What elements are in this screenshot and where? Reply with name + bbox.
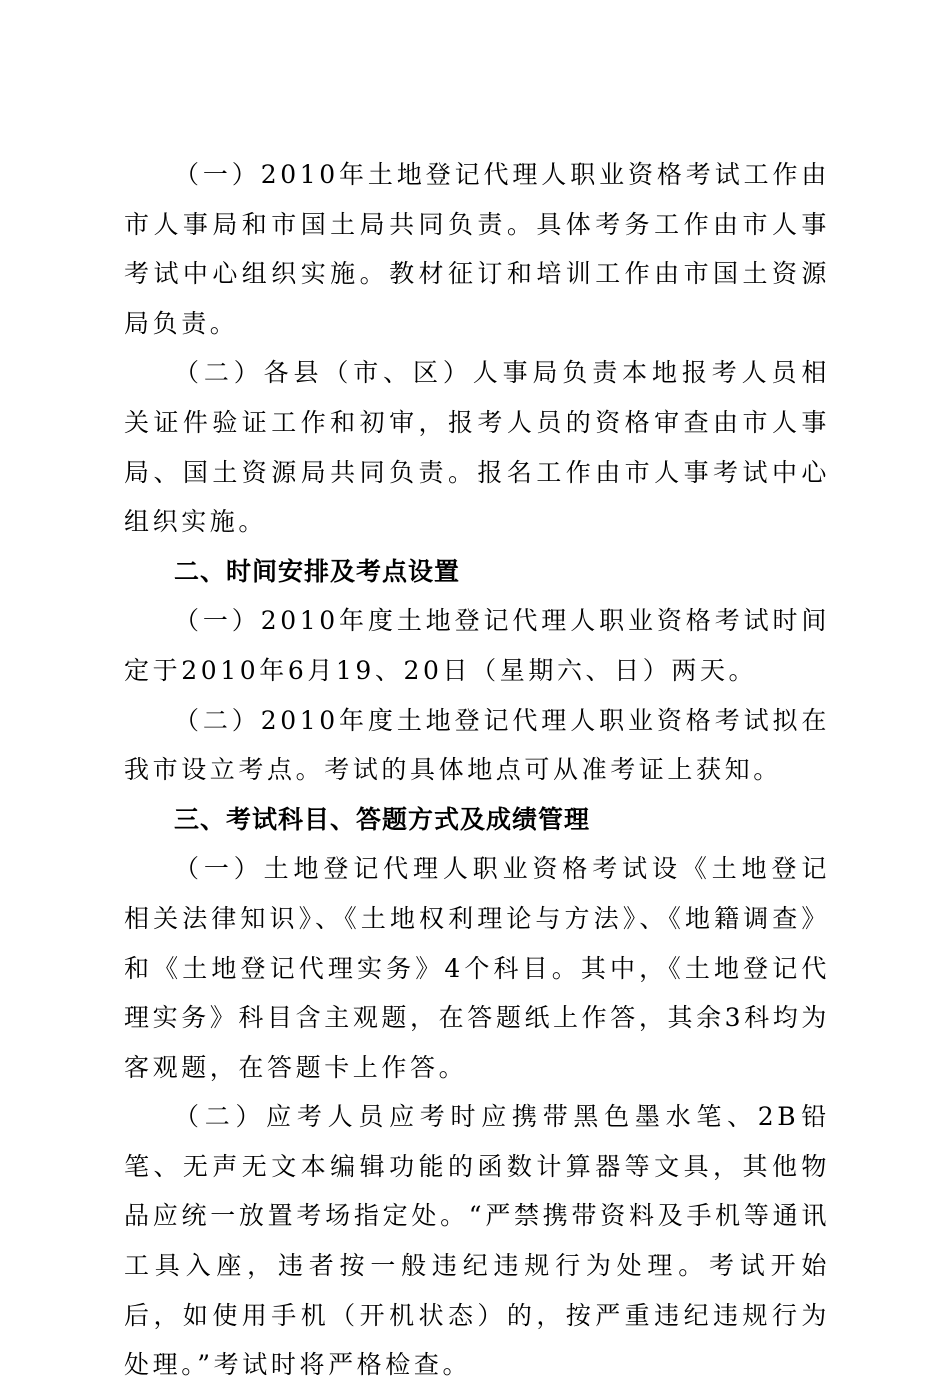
paragraph-3: （一）2010年度土地登记代理人职业资格考试时间定于2010年6月19、20日（星期六、日）两天。: [124, 606, 830, 685]
document-body: [124, 150, 830, 1390]
section-heading-3: 三、考试科目、答题方式及成绩管理: [174, 804, 591, 834]
paragraph-6: （二）应考人员应考时应携带黑色墨水笔、2B铅笔、无声无文本编辑功能的函数计算器等文具，其他物品应统一放置考场指定处。“严禁携带资料及手机等通讯工具入座，违者按一般违纪违规行为处理。考试开始后，如使用手机（开机状态）的，按严重违纪违规行为处理。”考试时将严格检查。: [124, 1102, 830, 1380]
paragraph-2: （二）各县（市、区）人事局负责本地报考人员相关证件验证工作和初审，报考人员的资格审查由市人事局、国土资源局共同负责。报名工作由市人事考试中心组织实施。: [124, 358, 830, 537]
paragraph-5: （一）土地登记代理人职业资格考试设《土地登记相关法律知识》、《土地权利理论与方法》、《地籍调查》和《土地登记代理实务》4个科目。其中，《土地登记代理实务》科目含主观题，在答题纸上作答，其余3科均为客观题，在答题卡上作答。: [124, 854, 830, 1082]
paragraph-4: （二）2010年度土地登记代理人职业资格考试拟在我市设立考点。考试的具体地点可从准考证上获知。: [124, 705, 830, 785]
paragraph-1: （一）2010年土地登记代理人职业资格考试工作由市人事局和市国土局共同负责。具体考务工作由市人事考试中心组织实施。教材征订和培训工作由市国土资源局负责。: [124, 160, 830, 338]
section-heading-2: 二、时间安排及考点设置: [174, 556, 461, 586]
